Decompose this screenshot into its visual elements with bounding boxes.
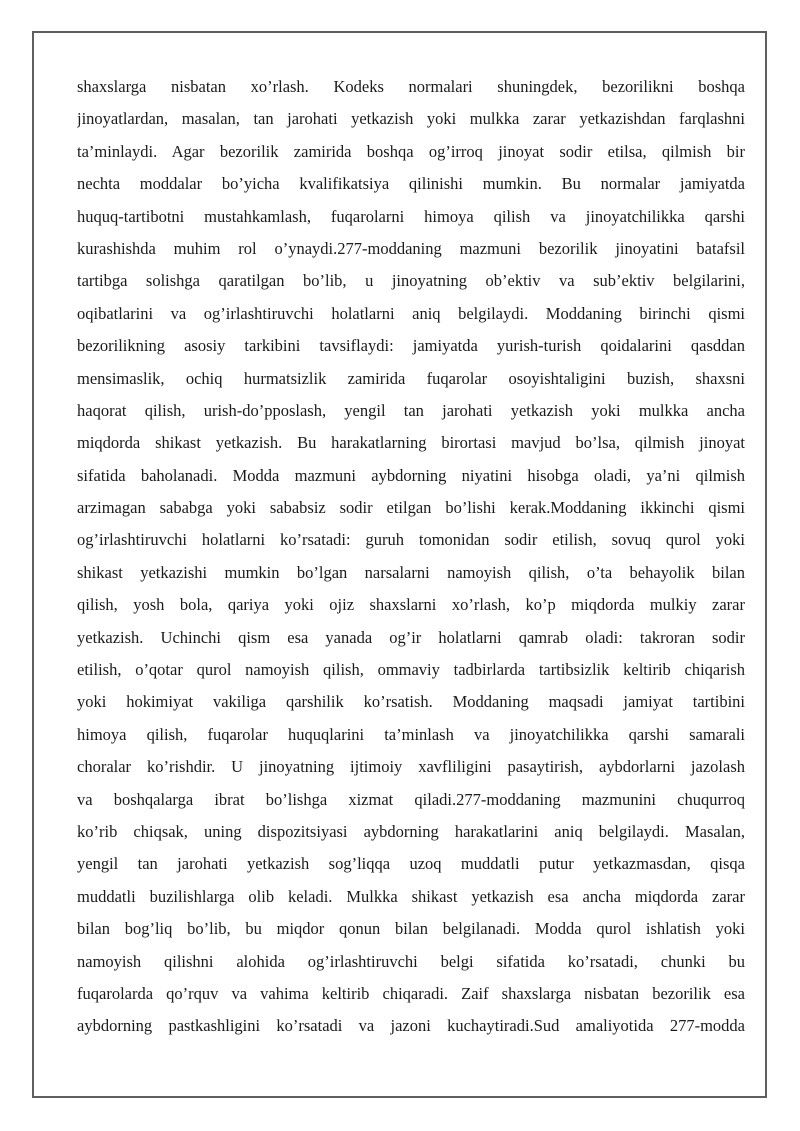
text-line: kurashishda muhim rol o’ynaydi.277-moddaning mazmuni bezorilik jinoyatini batafsil: [77, 238, 745, 258]
text-line: miqdorda shikast yetkazish. Bu harakatlarning birortasi mavjud bo’lsa, qilmish jinoyat: [77, 433, 745, 453]
text-line: yetkazish. Uchinchi qism esa yanada og’ir holatlarni qamrab oladi: takroran sodir: [77, 627, 745, 647]
text-line: huquq-tartibotni mustahkamlash, fuqarolarni himoya qilish va jinoyatchilikka qarshi: [77, 206, 745, 226]
text-line: va boshqalarga ibrat bo’lishga xizmat qiladi.277-moddaning mazmunini chuqurroq: [77, 789, 745, 809]
text-line: arzimagan sababga yoki sababsiz sodir etilgan bo’lishi kerak.Moddaning ikkinchi qismi: [77, 498, 745, 518]
text-line: og’irlashtiruvchi holatlarni ko’rsatadi: guruh tomonidan sodir etilish, sovuq qurol yoki: [77, 530, 745, 550]
document-body-text: [77, 71, 745, 1043]
text-line: jinoyatlardan, masalan, tan jarohati yetkazish yoki mulkka zarar yetkazishdan farqlashni: [77, 109, 745, 129]
text-line: ko’rib chiqsak, uning dispozitsiyasi aybdorning harakatlarini aniq belgilaydi. Masalan,: [77, 821, 745, 841]
text-line: mensimaslik, ochiq hurmatsizlik zamirida fuqarolar osoyishtaligini buzish, shaxsni: [77, 368, 745, 388]
text-line: nechta moddalar bo’yicha kvalifikatsiya qilinishi mumkin. Bu normalar jamiyatda: [77, 174, 745, 194]
text-line: sifatida baholanadi. Modda mazmuni aybdorning niyatini hisobga oladi, ya’ni qilmish: [77, 465, 745, 485]
text-line: shaxslarga nisbatan xo’rlash. Kodeks normalari shuningdek, bezorilikni boshqa: [77, 77, 745, 96]
text-line: oqibatlarini va og’irlashtiruvchi holatlarni aniq belgilaydi. Moddaning birinchi qismi: [77, 303, 745, 323]
text-line: himoya qilish, fuqarolar huquqlarini ta’minlash va jinoyatchilikka qarshi samarali: [77, 724, 745, 744]
text-line: tartibga solishga qaratilgan bo’lib, u jinoyatning ob’ektiv va sub’ektiv belgilarini,: [77, 271, 745, 291]
text-line: yoki hokimiyat vakiliga qarshilik ko’rsatish. Moddaning maqsadi jamiyat tartibini: [77, 692, 745, 712]
text-line: aybdorning pastkashligini ko’rsatadi va jazoni kuchaytiradi.Sud amaliyotida 277-modda: [77, 1016, 745, 1036]
text-line: shikast yetkazishi mumkin bo’lgan narsalarni namoyish qilish, o’ta behayolik bilan: [77, 562, 745, 582]
text-line: muddatli buzilishlarga olib keladi. Mulkka shikast yetkazish esa ancha miqdorda zarar: [77, 886, 745, 906]
text-line: bezorilikning asosiy tarkibini tavsiflaydi: jamiyatda yurish-turish qoidalarini qasddan: [77, 336, 745, 356]
text-line: fuqarolarda qo’rquv va vahima keltirib chiqaradi. Zaif shaxslarga nisbatan bezorilik esa: [77, 983, 745, 1003]
text-line: qilish, yosh bola, qariya yoki ojiz shaxslarni xo’rlash, ko’p miqdorda mulkiy zarar: [77, 595, 745, 615]
text-line: namoyish qilishni alohida og’irlashtiruvchi belgi sifatida ko’rsatadi, chunki bu: [77, 951, 745, 971]
text-line: ta’minlaydi. Agar bezorilik zamirida boshqa og’irroq jinoyat sodir etilsa, qilmish bir: [77, 141, 745, 161]
text-line: etilish, o’qotar qurol namoyish qilish, ommaviy tadbirlarda tartibsizlik keltirib chiqarish: [77, 660, 745, 680]
text-line: bilan bog’liq bo’lib, bu miqdor qonun bilan belgilanadi. Modda qurol ishlatish yoki: [77, 919, 745, 939]
text-line: yengil tan jarohati yetkazish sog’liqqa uzoq muddatli putur yetkazmasdan, qisqa: [77, 854, 745, 874]
text-line: haqorat qilish, urish-do’pposlash, yengil tan jarohati yetkazish yoki mulkka ancha: [77, 400, 745, 420]
text-line: choralar ko’rishdir. U jinoyatning ijtimoiy xavfliligini pasaytirish, aybdorlarni jazolash: [77, 757, 745, 777]
